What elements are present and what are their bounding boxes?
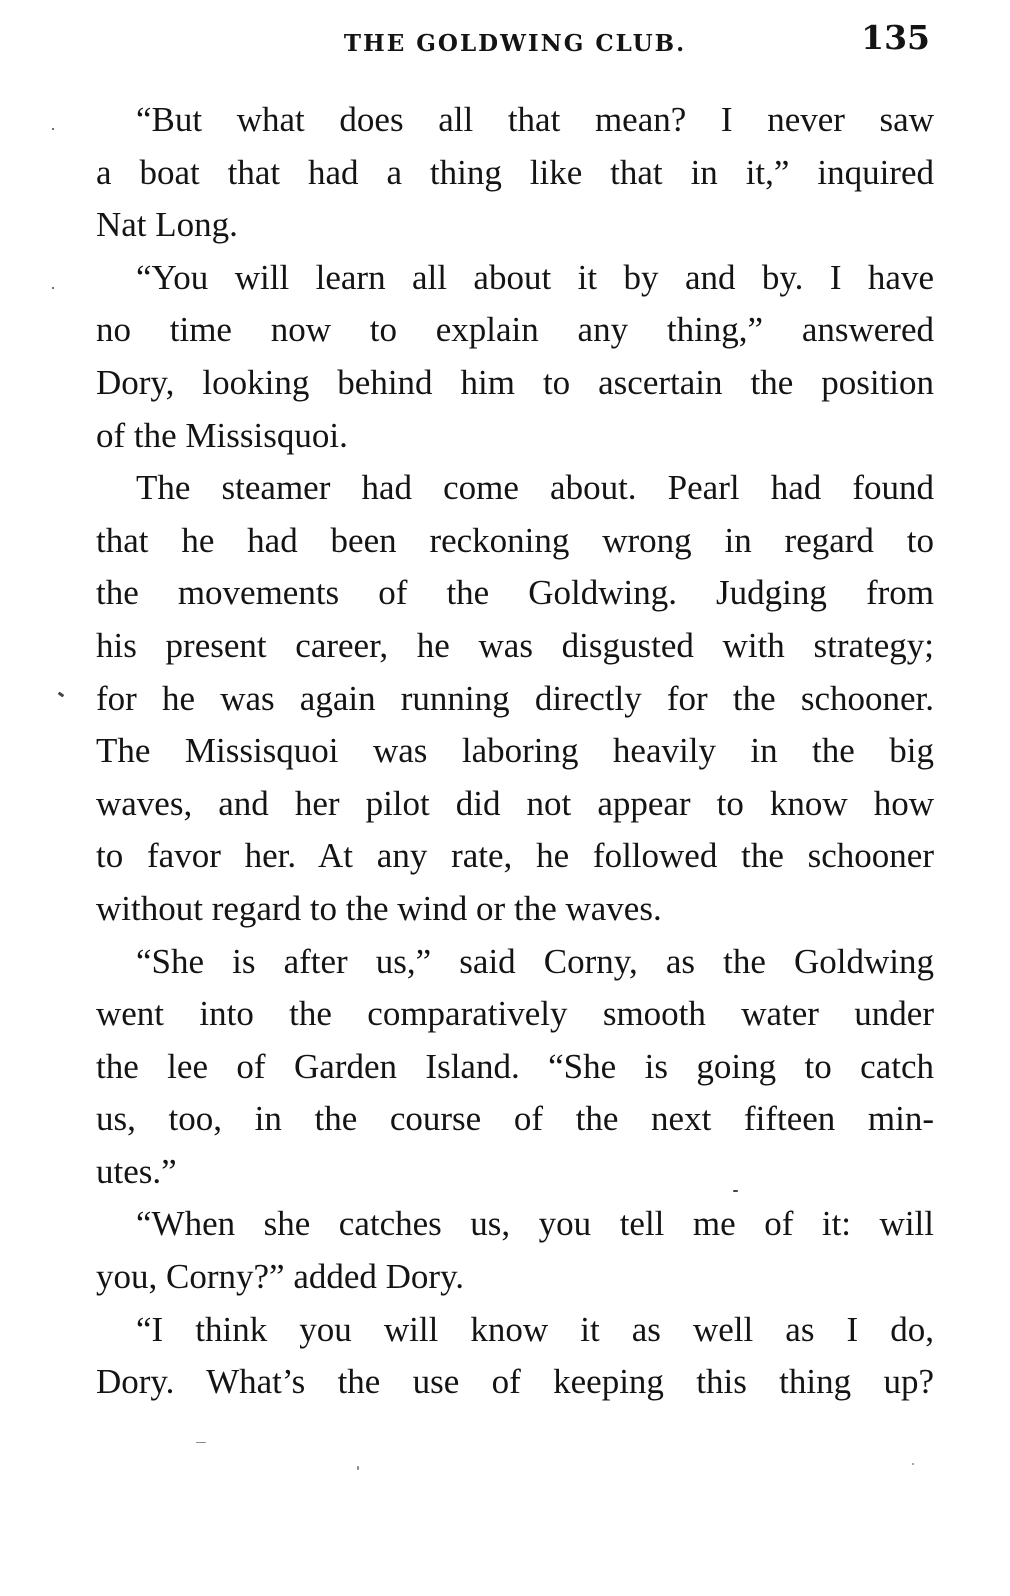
running-head — [96, 14, 934, 64]
text-line: “You will learn all about it by and by. I have — [136, 257, 934, 297]
scan-speck — [912, 1463, 914, 1465]
text-line: that he had been reckoning wrong in regard to — [96, 520, 934, 560]
text-line: us, too, in the course of the next fifteen min- — [96, 1099, 934, 1139]
text-line: Dory. What’s the use of keeping this thing up? — [96, 1362, 934, 1402]
text-line: “But what does all that mean? I never saw — [136, 100, 934, 139]
text-line: to favor her. At any rate, he followed the schooner — [96, 836, 934, 876]
text-line: waves, and her pilot did not appear to know how — [96, 783, 934, 823]
text-line: utes.” — [96, 1151, 177, 1191]
text-line: for he was again running directly for the schooner. — [96, 678, 934, 718]
text-line: the lee of Garden Island. “She is going to catch — [96, 1046, 934, 1086]
text-line: his present career, he was disgusted with strategy; — [96, 625, 934, 665]
text-line: “She is after us,” said Corny, as the Goldwing — [136, 941, 934, 981]
text-line: “When she catches us, you tell me of it: will — [136, 1204, 934, 1244]
body-text — [96, 94, 934, 1409]
text-line: The steamer had come about. Pearl had found — [136, 468, 934, 508]
text-line: the movements of the Goldwing. Judging from — [96, 573, 934, 613]
text-line: you, Corny?” added Dory. — [96, 1257, 465, 1297]
scan-speck — [196, 1442, 206, 1443]
text-line: went into the comparatively smooth water under — [96, 994, 934, 1034]
scan-speck — [357, 1466, 359, 1470]
scan-speck — [52, 287, 54, 289]
text-line: without regard to the wind or the waves. — [96, 888, 662, 928]
scan-speck — [52, 128, 54, 130]
page-number: 135 — [861, 18, 930, 57]
text-line: of the Missisquoi. — [96, 415, 348, 455]
text-line: Dory, looking behind him to ascertain the position — [96, 362, 934, 402]
scan-speck — [733, 1190, 738, 1192]
text-line: The Missisquoi was laboring heavily in the big — [96, 731, 934, 771]
text-line: Nat Long. — [96, 205, 238, 245]
text-line: “I think you will know it as well as I do, — [136, 1309, 934, 1349]
scan-speck — [58, 692, 65, 698]
text-line: no time now to explain any thing,” answered — [96, 310, 934, 350]
running-title: THE GOLDWING CLUB. — [343, 30, 687, 57]
text-line: a boat that had a thing like that in it,” inquired — [96, 152, 934, 192]
